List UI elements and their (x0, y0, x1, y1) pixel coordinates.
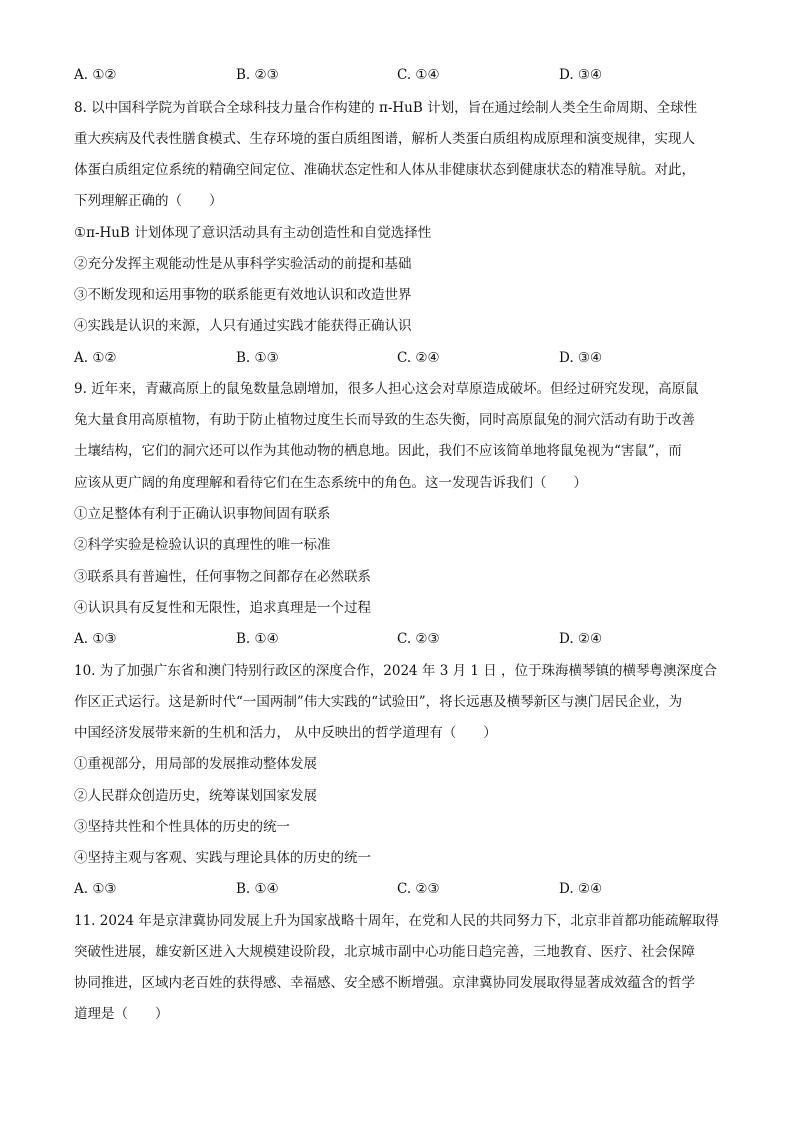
answer-option: D. ③④ (559, 67, 603, 83)
text-line: 中国经济发展带来新的生机和活力， 从中反映出的哲学道理有（ ） (74, 725, 497, 741)
text-line: 9. 近年来，青藏高原上的鼠兔数量急剧增加，很多人担心这会对草原造成破坏。但经过研究发现，高原鼠 (74, 381, 699, 397)
answer-option: D. ②④ (559, 631, 603, 647)
text-line: 10. 为了加强广东省和澳门特别行政区的深度合作，2024 年 3 月 1 日 ，位于珠海横琴镇的横琴粤澳深度合 (74, 663, 718, 679)
text-line: 兔大量食用高原植物，有助于防止植物过度生长而导致的生态失衡，同时高原鼠兔的洞穴活动有助于改善 (74, 412, 695, 428)
text-line: ①π-HuB 计划体现了意识活动具有主动创造性和自觉选择性 (74, 225, 432, 241)
answer-option: D. ②④ (559, 881, 603, 897)
text-line: ④坚持主观与客观、实践与理论具体的历史的统一 (74, 850, 371, 866)
answer-option: C. ①④ (397, 67, 440, 83)
answer-option: B. ①③ (236, 350, 279, 366)
text-line: 体蛋白质组定位系统的精确空间定位、准确状态定性和人体从非健康状态到健康状态的精准导航。对此， (74, 162, 695, 178)
text-line: 11. 2024 年是京津冀协同发展上升为国家战略十周年，在党和人民的共同努力下，北京非首都功能疏解取得 (74, 913, 719, 929)
text-line: ③坚持共性和个性具体的历史的统一 (74, 819, 290, 835)
text-line: ①重视部分，用局部的发展推动整体发展 (74, 756, 317, 772)
answer-option: A. ①③ (74, 631, 117, 647)
answer-options-row (74, 880, 726, 898)
answer-option: A. ①② (74, 350, 117, 366)
answer-options-row (74, 66, 726, 84)
answer-option: C. ②③ (397, 631, 440, 647)
text-line: 作区正式运行。这是新时代“一国两制”伟大实践的“试验田”，将长远惠及横琴新区与澳门居民企业，为 (74, 694, 683, 710)
answer-option: B. ①④ (236, 631, 279, 647)
answer-option: C. ②④ (397, 350, 440, 366)
answer-options-row (74, 349, 726, 367)
text-line: 道理是（ ） (74, 1006, 169, 1022)
answer-options-row (74, 630, 726, 648)
text-line: ③联系具有普遍性，任何事物之间都存在必然联系 (74, 569, 371, 585)
answer-option: B. ②③ (236, 67, 279, 83)
text-line: 应该从更广阔的角度理解和看待它们在生态系统中的角色。这一发现告诉我们（ ） (74, 475, 587, 491)
text-line: ①立足整体有利于正确认识事物间固有联系 (74, 506, 331, 522)
answer-option: C. ②③ (397, 881, 440, 897)
text-line: ④实践是认识的来源，人只有通过实践才能获得正确认识 (74, 318, 412, 334)
answer-option: A. ①② (74, 67, 117, 83)
text-line: 突破性进展，雄安新区进入大规模建设阶段，北京城市副中心功能日趋完善，三地教育、医疗、社会保障 (74, 944, 695, 960)
answer-option: A. ①③ (74, 881, 117, 897)
text-line: ③不断发现和运用事物的联系能更有效地认识和改造世界 (74, 287, 412, 303)
answer-option: B. ①④ (236, 881, 279, 897)
text-line: ②科学实验是检验认识的真理性的唯一标准 (74, 537, 331, 553)
text-line: ②人民群众创造历史，统筹谋划国家发展 (74, 788, 317, 804)
text-line: 协同推进，区域内老百姓的获得感、幸福感、安全感不断增强。京津冀协同发展取得显著成效蕴含的哲学 (74, 975, 695, 991)
text-line: 重大疾病及代表性膳食模式、生存环境的蛋白质组图谱，解析人类蛋白质组构成原理和演变规律，实现人 (74, 131, 695, 147)
text-line: ④认识具有反复性和无限性，追求真理是一个过程 (74, 600, 371, 616)
text-line: 8. 以中国科学院为首联合全球科技力量合作构建的 π-HuB 计划，旨在通过绘制人类全生命周期、全球性 (74, 100, 698, 116)
text-line: 下列理解正确的（ ） (74, 193, 223, 209)
text-line: ②充分发挥主观能动性是从事科学实验活动的前提和基础 (74, 256, 412, 272)
text-line: 土壤结构，它们的洞穴还可以作为其他动物的栖息地。因此，我们不应该简单地将鼠兔视为“害鼠”，而 (74, 443, 682, 459)
answer-option: D. ③④ (559, 350, 603, 366)
